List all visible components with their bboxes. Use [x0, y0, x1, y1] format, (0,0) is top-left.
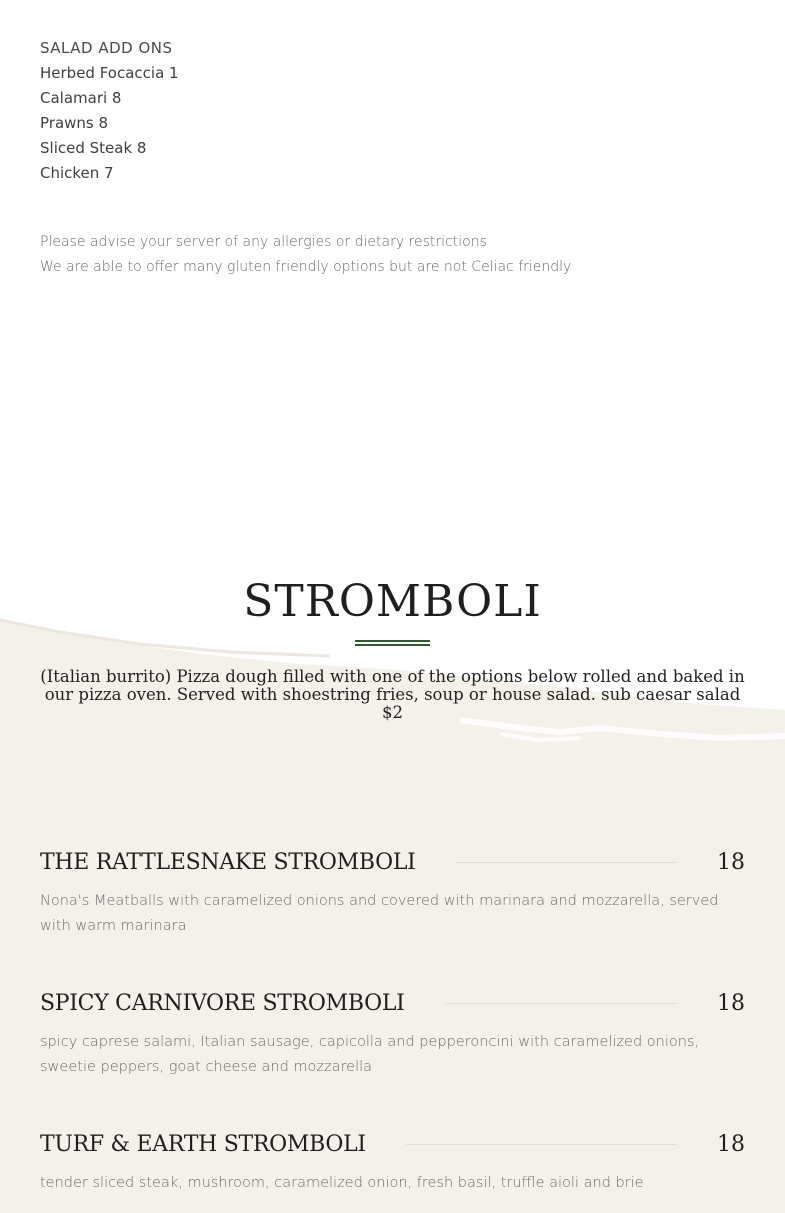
price-leader-line [406, 1144, 677, 1145]
menu-item [40, 988, 745, 1080]
price-leader-line [445, 1003, 677, 1004]
menu-item-description: Nona's Meatballs with caramelized onions and covered with marinara and mozzarella, served with warm marinara [40, 893, 719, 934]
allergy-note: Please advise your server of any allergies or dietary restrictions [40, 234, 487, 250]
salad-add-ons-list [40, 61, 745, 186]
menu-item-description: tender sliced steak, mushroom, caramelized onion, fresh basil, truffle aioli and brie [40, 1175, 644, 1191]
menu-item-name: SPICY CARNIVORE STROMBOLI [40, 990, 405, 1016]
add-on-item: Herbed Focaccia 1 [40, 64, 179, 82]
salad-add-ons-section [40, 36, 745, 186]
menu-item-description: spicy caprese salami, Italian sausage, capicolla and pepperoncini with caramelized onions, sweetie peppers, goat cheese and mozzarella [40, 1034, 700, 1075]
section-description: (Italian burrito) Pizza dough filled with one of the options below rolled and baked in our pizza oven. Served with shoestring fries, soup or house salad. sub caesar salad $2 [40, 667, 745, 722]
section-title: STROMBOLI [243, 576, 542, 627]
salad-add-ons-heading: SALAD ADD ONS [40, 39, 173, 57]
add-on-item: Calamari 8 [40, 89, 122, 107]
menu-item-header [40, 847, 745, 877]
menu-item [40, 1129, 745, 1196]
menu-item-price: 18 [717, 990, 745, 1016]
add-on-item: Prawns 8 [40, 114, 109, 132]
add-on-item: Chicken 7 [40, 164, 114, 182]
menu-item-header [40, 988, 745, 1018]
dietary-notes [40, 230, 745, 280]
gluten-note: We are able to offer many gluten friendly options but are not Celiac friendly [40, 259, 572, 275]
menu-item [40, 847, 745, 939]
title-divider [355, 640, 430, 646]
menu-item-header [40, 1129, 745, 1159]
menu-item-name: THE RATTLESNAKE STROMBOLI [40, 849, 416, 875]
add-on-item: Sliced Steak 8 [40, 139, 147, 157]
menu-item-name: TURF & EARTH STROMBOLI [40, 1131, 366, 1157]
menu-item-price: 18 [717, 849, 745, 875]
price-leader-line [456, 862, 677, 863]
menu-item-price: 18 [717, 1131, 745, 1157]
